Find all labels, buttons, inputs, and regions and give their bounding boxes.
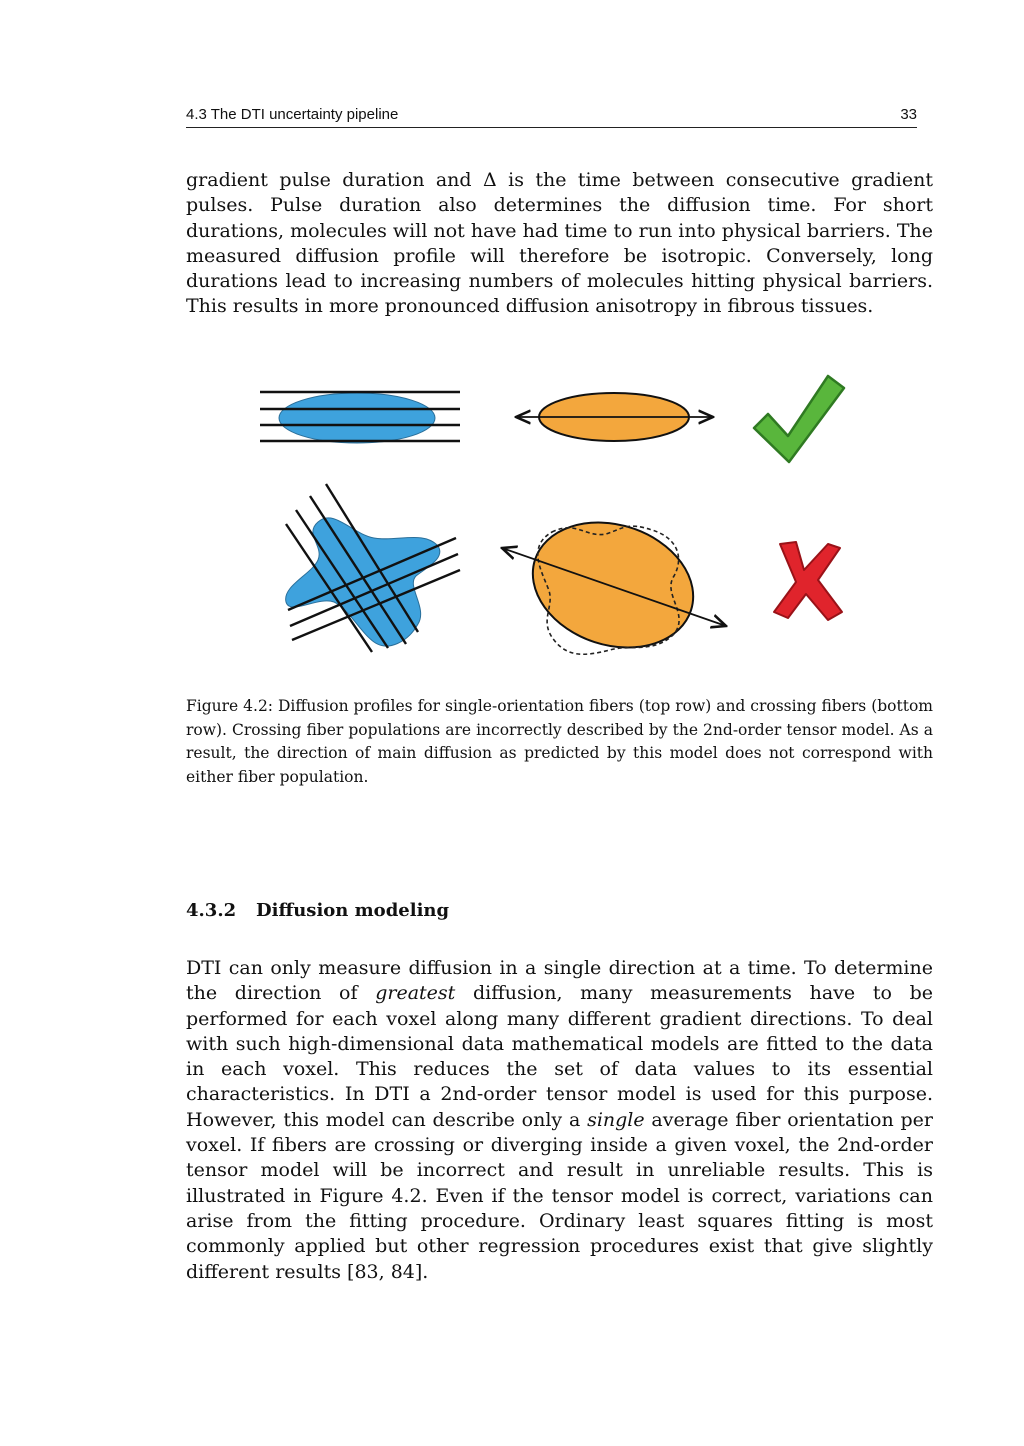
body-paragraph-2 xyxy=(186,956,933,1285)
tensor-ellipse-icon xyxy=(502,503,726,668)
body-paragraph-1: gradient pulse duration and Δ is the time between consecutive gradient pulses. Pulse duration also determines the diffusion time. For short durations, molecules will not have had time to run into physical barriers. The measured diffusion profile will therefore be isotropic. Conversely, long durations lead to increasing numbers of molecules hitting physical barriers. This results in more pronounced diffusion anisotropy in fibrous tissues. xyxy=(186,169,933,318)
blue-diffusion-ellipse xyxy=(279,393,435,443)
paragraph2-part3: average fiber orientation per voxel. If fibers are crossing or diverging inside a given voxel, the 2nd-order tensor model will be incorrect and result in unreliable results. This is illustrated in Figure 4.2. Even if the tensor model is correct, variations can arise from the fitting procedure. Ordinary least squares fitting is most commonly applied but other regression procedures exist that give slightly different results [83, 84]. xyxy=(186,1108,933,1283)
running-head xyxy=(186,106,917,128)
section-heading xyxy=(186,900,449,921)
figure-caption: Figure 4.2: Diffusion profiles for single-orientation fibers (top row) and crossing fibers (bottom row). Crossing fiber populations are incorrectly described by the 2nd-order tensor model. As a result, the direction of main diffusion as predicted by this model does not correspond with either fiber population. xyxy=(186,697,933,786)
paragraph2-part1: DTI can only measure diffusion in a single direction at a time. To determine the direction of xyxy=(186,957,933,1005)
x-mark-icon xyxy=(774,542,842,620)
header-page-number: 33 xyxy=(900,106,917,123)
single-ellipse-icon xyxy=(516,393,713,441)
paragraph2-part2: diffusion, many measurements have to be performed for each voxel along many different gradient directions. To deal with such high-dimensional data mathematical models are fitted to the data in each voxel. This reduces the set of data values to its essential characteristics. In DTI a 2nd-order tensor model is used for this purpose. However, this model can describe only a xyxy=(186,982,933,1131)
figure-4-2 xyxy=(256,362,860,672)
crossing-fibers-icon xyxy=(286,484,460,652)
section-number: 4.3.2 xyxy=(186,900,237,921)
figure-illustration xyxy=(256,362,860,672)
check-mark-icon xyxy=(754,376,844,462)
header-section-title: 4.3 The DTI uncertainty pipeline xyxy=(186,106,399,123)
section-title: Diffusion modeling xyxy=(256,900,450,921)
emphasis-single: single xyxy=(587,1108,645,1131)
emphasis-greatest: greatest xyxy=(375,982,456,1005)
parallel-fibers-icon xyxy=(260,392,460,443)
